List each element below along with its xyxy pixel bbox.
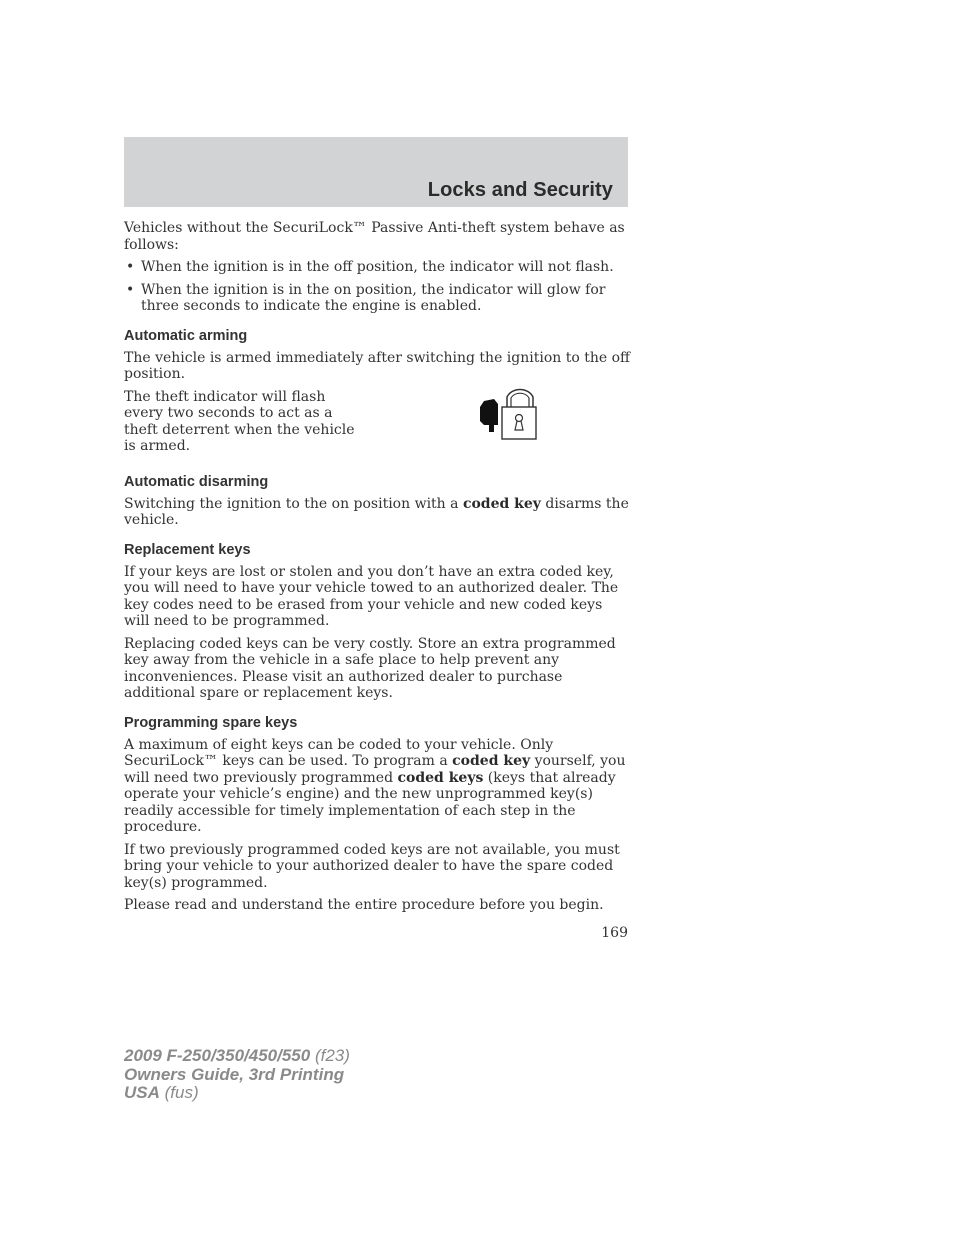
programming-text-part: (keys that already operate your vehicle’s engine) and the new unprogrammed key(s) readily accessible for timely implementation of each step in the procedure. [124,769,616,835]
disarming-text-part: Switching the ignition to the on position with a [124,495,463,512]
replacement-paragraph-2: Replacing coded keys can be very costly. Store an extra programmed key away from the vehicle in a safe place to help prevent any inconveniences. Please visit an authorized dealer to purchase additional spare or replacement keys. [124,635,616,701]
programming-paragraph-3: Please read and understand the entire procedure before you begin. [124,897,604,913]
replacement-paragraph-1: If your keys are lost or stolen and you don’t have an extra coded key, you will need to have your vehicle towed to an authorized dealer. The key codes need to be erased from your vehicle and new coded keys will need to be programmed. [124,563,619,629]
section-header-bar [124,137,628,207]
intro-bullet-list [124,259,630,315]
programming-paragraph-2: If two previously programmed coded keys are not available, you must bring your vehicle to your authorized dealer to have the spare coded key(s) programmed. [124,841,620,891]
footer-region-code: (fus) [159,1083,199,1102]
page-number: 169 [601,925,628,941]
theft-indicator-paragraph: The theft indicator will flash every two seconds to act as a theft deterrent when the vehicle is armed. [124,388,355,454]
disarming-bold-term: coded key [462,495,541,512]
programming-paragraph-1 [124,737,630,836]
footer-line-model [124,1047,350,1066]
heading-replacement-keys: Replacement keys [124,541,251,558]
disarming-paragraph [124,496,630,529]
theft-indicator-lock-icon [476,385,538,441]
footer-line-region [124,1084,350,1103]
footer-model-text: 2009 F-250/350/450/550 [124,1046,311,1065]
footer-region-text: USA [124,1083,160,1102]
programming-text-part: yourself, you will need two previously programmed [124,753,626,786]
disarming-text-part: disarms the vehicle. [124,495,629,528]
intro-paragraph: Vehicles without the SecuriLock™ Passive Anti-theft system behave as follows: [124,220,625,253]
heading-programming-spare-keys: Programming spare keys [124,714,298,731]
arming-paragraph: The vehicle is armed immediately after switching the ignition to the off position. [124,349,630,382]
document-footer [124,1047,350,1103]
page-content [124,220,630,920]
programming-text-part: A maximum of eight keys can be coded to your vehicle. Only SecuriLock™ keys can be used. To program a [124,736,554,769]
bullet-item: • When the ignition is in the on position, the indicator will glow for three seconds to indicate the engine is enabled. [124,282,630,315]
programming-bold-term: coded keys [397,769,484,786]
footer-model-code: (f23) [310,1046,350,1065]
heading-automatic-disarming: Automatic disarming [124,473,269,490]
heading-automatic-arming: Automatic arming [124,327,248,344]
section-title: Locks and Security [427,179,613,201]
footer-line-printing: Owners Guide, 3rd Printing [124,1064,345,1084]
bullet-item: • When the ignition is in the off position, the indicator will not flash. [124,259,630,276]
programming-bold-term: coded key [452,753,531,769]
theft-indicator-figure [124,389,630,461]
